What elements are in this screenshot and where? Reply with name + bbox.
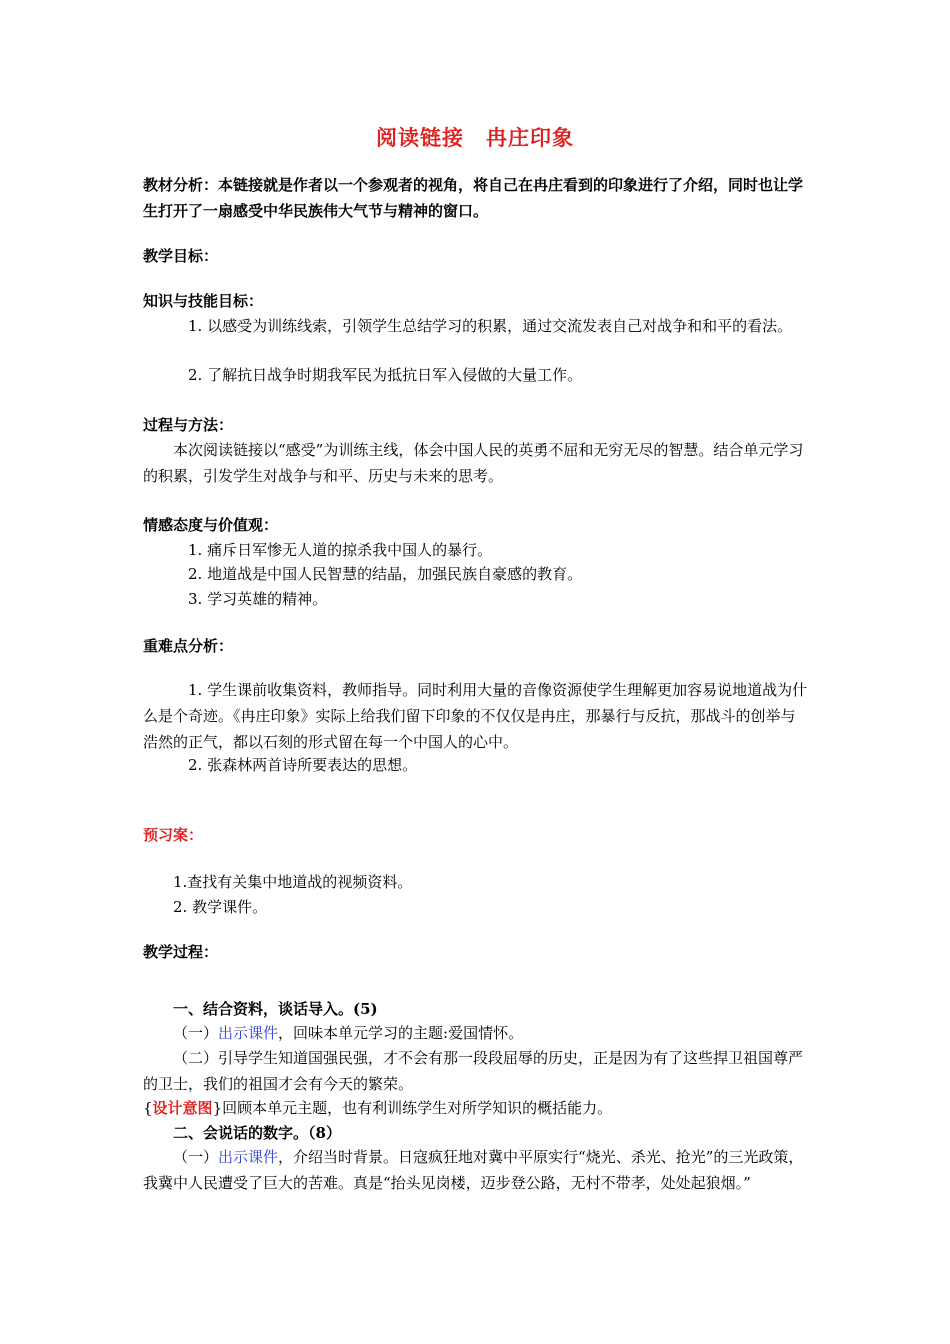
process-method-text: 本次阅读链接以“感受”为训练主线，体会中国人民的英勇不屈和无穷无尽的智慧。结合单元学习的积累，引发学生对战争与和平、历史与未来的思考。 — [143, 441, 804, 485]
preview-item: 1.查找有关集中地道战的视频资料。 — [173, 873, 413, 891]
show-courseware-link[interactable]: 出示课件 — [218, 1024, 279, 1042]
knowledge-heading: 知识与技能目标： — [143, 292, 264, 310]
preview-item: 2. 教学课件。 — [173, 898, 268, 916]
design-intent — [143, 1095, 808, 1121]
step-prefix: （一） — [173, 1148, 219, 1166]
section-two-step-one — [143, 1144, 808, 1196]
knowledge-item: 2. 了解抗日战争时期我军民为抵抗日军入侵做的大量工作。 — [188, 366, 583, 384]
section-two-heading: 二、会说话的数字。（8） — [173, 1124, 341, 1142]
difficulty-heading: 重难点分析： — [143, 637, 234, 655]
material-analysis: 教材分析：本链接就是作者以一个参观者的视角，将自己在冉庄看到的印象进行了介绍，同时也让学生打开了一扇感受中华民族伟大气节与精神的窗口。 — [143, 176, 804, 220]
step-text: ，回味本单元学习的主题:爱国情怀。 — [278, 1024, 524, 1042]
step-text: ，介绍当时背景。日寇疯狂地对冀中平原实行“烧光、杀光、抢光”的三光政策，我冀中人民遭受了巨大的苦难。真是“抬头见岗楼，迈步登公路，无村不带孝，处处起狼烟。” — [143, 1148, 804, 1192]
design-brace-close: } — [212, 1099, 223, 1117]
design-intent-label: 设计意图 — [152, 1099, 213, 1117]
knowledge-item: 1. 以感受为训练线索，引领学生总结学习的积累，通过交流发表自己对战争和和平的看法。 — [188, 317, 793, 335]
emotion-item: 3. 学习英雄的精神。 — [188, 590, 328, 608]
emotion-heading: 情感态度与价值观： — [143, 516, 279, 534]
design-intent-text: 回顾本单元主题，也有利训练学生对所学知识的概括能力。 — [222, 1099, 613, 1117]
preview-heading: 预习案： — [143, 826, 204, 844]
design-brace-open: { — [143, 1099, 153, 1117]
emotion-item: 2. 地道战是中国人民智慧的结晶，加强民族自豪感的教育。 — [188, 565, 583, 583]
step-prefix: （一） — [173, 1024, 219, 1042]
difficulty-item: 2. 张森林两首诗所要表达的思想。 — [188, 756, 418, 774]
process-method-heading: 过程与方法： — [143, 416, 234, 434]
emotion-item: 1. 痛斥日军惨无人道的掠杀我中国人的暴行。 — [188, 541, 493, 559]
page-title: 阅读链接 冉庄印象 — [376, 125, 574, 150]
section-one-heading: 一、结合资料，谈话导入。(5) — [173, 1000, 378, 1018]
teaching-process-heading: 教学过程： — [143, 943, 219, 961]
difficulty-item: 1. 学生课前收集资料，教师指导。同时利用大量的音像资源使学生理解更加容易说地道战为什么是个奇迹。《冉庄印象》实际上给我们留下印象的不仅仅是冉庄，那暴行与反抗，那战斗的创举与浩然的正气，都以石刻的形式留在每一个中国人的心中。 — [143, 681, 808, 751]
section-one-step-one — [143, 1020, 808, 1046]
goals-heading: 教学目标： — [143, 247, 219, 265]
section-one-step-two: （二）引导学生知道国强民强，才不会有那一段段屈辱的历史，正是因为有了这些捍卫祖国尊严的卫士，我们的祖国才会有今天的繁荣。 — [143, 1049, 804, 1093]
show-courseware-link[interactable]: 出示课件 — [218, 1148, 279, 1166]
